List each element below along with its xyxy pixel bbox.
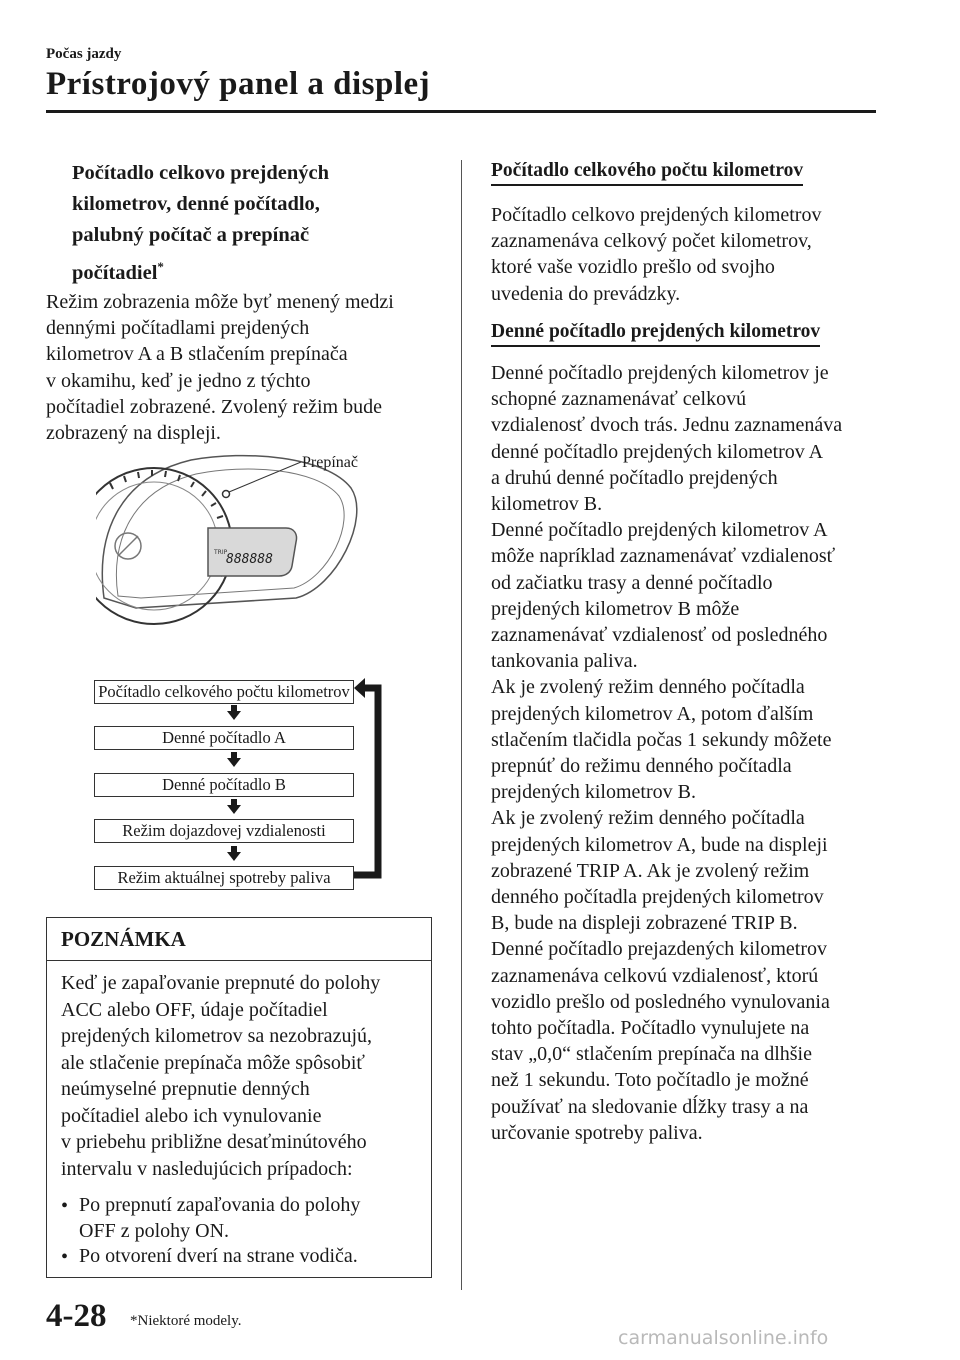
text-line: uvedenia do prevádzky. bbox=[491, 282, 681, 305]
text-line: zaznamenáva celkovú vzdialenosť, ktorú bbox=[491, 964, 819, 987]
note-bullet bbox=[79, 1192, 360, 1244]
heading-line: počítadiel* bbox=[72, 259, 164, 284]
text-line: ale stlačenie prepínača môže spôsobiť bbox=[61, 1051, 365, 1074]
text-line: počítadiel alebo ich vynulovanie bbox=[61, 1104, 322, 1127]
display-label: TRIP bbox=[214, 549, 228, 556]
down-arrow-icon bbox=[227, 805, 241, 814]
text-line: než 1 sekundu. Toto počítadlo je možné bbox=[491, 1069, 809, 1092]
bullet-icon: • bbox=[61, 1195, 69, 1217]
footnote: *Niektoré modely. bbox=[130, 1313, 242, 1329]
down-arrow-icon bbox=[227, 758, 241, 767]
text-line: stav „0,0“ stlačením prepínača na dlhšie bbox=[491, 1043, 812, 1066]
text-line: neúmyselné prepnutie denných bbox=[61, 1078, 310, 1100]
text-line: v okamihu, keď je jedno z týchto bbox=[46, 369, 311, 392]
text-line: tankovania paliva. bbox=[491, 650, 638, 673]
text-line: ktoré vaše vozidlo prešlo od svojho bbox=[491, 256, 775, 279]
page-number: 4-28 bbox=[46, 1298, 107, 1334]
text-line: od začiatku trasy a denné počítadlo bbox=[491, 571, 773, 594]
note-box bbox=[46, 917, 432, 1278]
heading-line: palubný počítač a prepínač bbox=[72, 224, 310, 246]
text-line: B, bude na displeji zobrazené TRIP B. bbox=[491, 912, 798, 935]
note-title: POZNÁMKA bbox=[61, 927, 186, 951]
bullet-icon: • bbox=[61, 1246, 69, 1268]
text-line: prejdených kilometrov sa nezobrazujú, bbox=[61, 1025, 372, 1047]
heading-line: kilometrov, denné počítadlo, bbox=[72, 193, 320, 215]
watermark: carmanualsonline.info bbox=[618, 1327, 829, 1349]
instrument-cluster-illustration bbox=[96, 448, 376, 648]
text-line: Denné počítadlo prejazdených kilometrov bbox=[491, 938, 827, 961]
text-line: určovanie spotreby paliva. bbox=[491, 1121, 703, 1144]
text-line: Denné počítadlo prejdených kilometrov A bbox=[491, 519, 828, 542]
text-line: denné počítadlo prejdených kilometrov A bbox=[491, 440, 824, 463]
note-header bbox=[47, 918, 431, 961]
flow-step-fuel: Režim aktuálnej spotreby paliva bbox=[94, 866, 354, 890]
text-line: OFF z polohy ON. bbox=[79, 1220, 230, 1242]
section-heading bbox=[72, 158, 432, 289]
text-line: zobrazené TRIP A. Ak je zvolený režim bbox=[491, 859, 810, 882]
title-rule bbox=[46, 110, 876, 113]
subheading-odometer-wrap bbox=[491, 160, 803, 186]
text-line: ACC alebo OFF, údaje počítadiel bbox=[61, 998, 328, 1021]
text-line: kilometrov A a B stlačením prepínača bbox=[46, 343, 348, 366]
switch-callout-label: Prepínač bbox=[302, 454, 358, 471]
text-line: Počítadlo celkovo prejdených kilometrov bbox=[491, 204, 822, 226]
text-line: používať na sledovanie dĺžky trasy a na bbox=[491, 1095, 809, 1118]
text-line: zaznamenávať vzdialenosť od posledného bbox=[491, 624, 828, 647]
text-line: zobrazený na displeji. bbox=[46, 422, 221, 445]
text-line: prejdených kilometrov B môže bbox=[491, 597, 740, 620]
text-line: dennými počítadlami prejdených bbox=[46, 317, 310, 340]
subheading-trip-meter: Denné počítadlo prejdených kilometrov bbox=[491, 321, 820, 347]
text-line: počítadiel zobrazené. Zvolený režim bude bbox=[46, 395, 382, 418]
down-arrow-icon bbox=[227, 711, 241, 720]
text-line: v priebehu približne desaťminútového bbox=[61, 1131, 367, 1153]
text-line: Režim zobrazenia môže byť menený medzi bbox=[46, 291, 394, 313]
flow-step-trip-a: Denné počítadlo A bbox=[94, 726, 354, 750]
text-line: môže napríklad zaznamenávať vzdialenosť bbox=[491, 545, 836, 568]
text-line: Po prepnutí zapaľovania do polohy bbox=[79, 1194, 361, 1216]
note-bullet bbox=[79, 1243, 358, 1269]
text-line: schopné zaznamenávať celkovú bbox=[491, 388, 747, 411]
text-line: Denné počítadlo prejdených kilometrov je bbox=[491, 362, 829, 384]
page-title: Prístrojový panel a displej bbox=[46, 66, 431, 102]
text-line: Ak je zvolený režim denného počítadla bbox=[491, 807, 805, 830]
column-divider bbox=[461, 160, 462, 1290]
text-line: prejdených kilometrov B. bbox=[491, 781, 696, 804]
text-line: prejdených kilometrov A, bude na displeji bbox=[491, 833, 828, 856]
down-arrow-icon bbox=[227, 852, 241, 861]
odometer-paragraph bbox=[491, 202, 891, 307]
text-line: stlačením tlačidla počas 1 sekundy môžete bbox=[491, 728, 832, 751]
text-line: Po otvorení dverí na strane vodiča. bbox=[79, 1245, 358, 1267]
flow-step-range: Režim dojazdovej vzdialenosti bbox=[94, 819, 354, 843]
flow-step-trip-b: Denné počítadlo B bbox=[94, 773, 354, 797]
text-line: zaznamenáva celkový počet kilometrov, bbox=[491, 230, 812, 253]
text-line: prepnúť do režimu denného počítadla bbox=[491, 755, 792, 778]
text-line: kilometrov B. bbox=[491, 493, 603, 516]
text-line: prejdených kilometrov A, potom ďalším bbox=[491, 702, 814, 725]
text-line: vzdialenosť dvoch trás. Jednu zaznamenáva bbox=[491, 414, 843, 437]
subheading-trip-wrap bbox=[491, 321, 820, 347]
footnote-mark: * bbox=[157, 259, 164, 274]
section-label: Počas jazdy bbox=[46, 46, 122, 62]
text-line: vozidlo prešlo od posledného vynulovania bbox=[491, 990, 830, 1013]
intro-paragraph bbox=[46, 289, 441, 446]
text-line: tohto počítadla. Počítadlo vynulujete na bbox=[491, 1017, 810, 1040]
text-line: Keď je zapaľovanie prepnuté do polohy bbox=[61, 972, 381, 994]
subheading-odometer: Počítadlo celkového počtu kilometrov bbox=[491, 160, 803, 186]
text-line: denného počítadla prejdených kilometrov bbox=[491, 886, 824, 909]
trip-meter-paragraph bbox=[491, 360, 891, 1146]
display-digits: 888888 bbox=[226, 552, 273, 567]
flow-step-odometer: Počítadlo celkového počtu kilometrov bbox=[94, 680, 354, 704]
note-text bbox=[61, 970, 426, 1182]
text-line: Ak je zvolený režim denného počítadla bbox=[491, 676, 805, 699]
text-line: a druhú denné počítadlo prejdených bbox=[491, 466, 778, 489]
return-loop-arrow-icon bbox=[352, 676, 388, 886]
text-line: intervalu v nasledujúcich prípadoch: bbox=[61, 1157, 353, 1180]
heading-line: Počítadlo celkovo prejdených bbox=[72, 162, 329, 184]
